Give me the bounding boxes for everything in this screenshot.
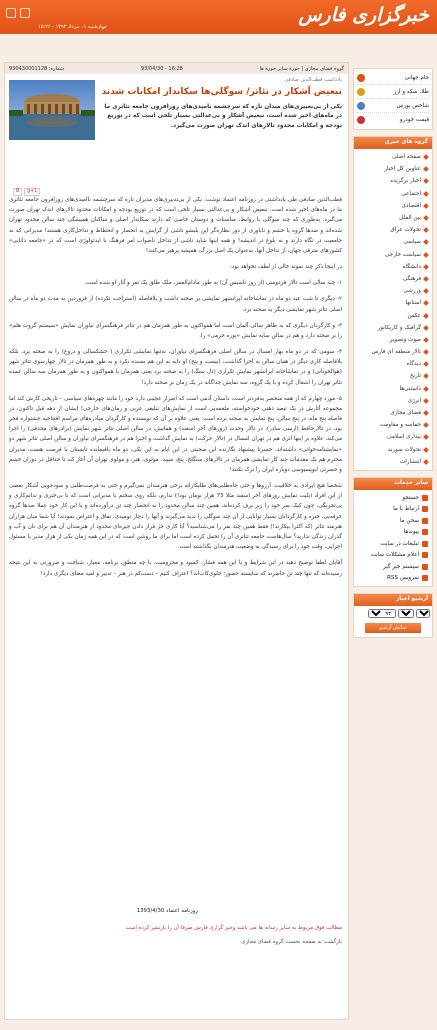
- sidebar-service-label: ارتباط با ما: [393, 506, 419, 513]
- paragraph: آقایان لطفا توضیح دهید در این شرایط و با این همه فشار، کمبود و محرومیت، با چه منطق، برنامه، معیار، شناخت و ضرورتی به این نتیجه رسیده‌اند که تنها چند تن حاضرند که شایسته حضور؛ جلوی‌کاب‌اند؟ اعتراف کنیم – دست‌کم در هنر – تدبیر و امید معنای دیگری دارد!: [9, 560, 342, 577]
- google-plus-button[interactable]: g+1: [24, 188, 40, 196]
- sidebar-service-item[interactable]: [358, 549, 428, 561]
- service-icon: [422, 495, 428, 501]
- bullet-icon: [423, 313, 429, 319]
- sidebar-service-label: اعلام مشکلات سایت: [370, 552, 419, 559]
- sidebar-news-label: دانشگاه: [402, 263, 421, 270]
- sidebar-news-label: بیداری اسلامی: [387, 434, 421, 441]
- archive-day-select[interactable]: [416, 609, 430, 618]
- bullet-icon: [423, 301, 429, 307]
- sidebar-news-item[interactable]: [358, 151, 428, 163]
- sidebar-service-item[interactable]: [358, 515, 428, 527]
- sidebar-news-item[interactable]: [358, 249, 428, 261]
- news-groups-list: [354, 149, 432, 470]
- bullet-icon: [423, 459, 429, 465]
- sidebar-news-item[interactable]: [358, 261, 428, 273]
- sidebar-news-item[interactable]: [358, 358, 428, 370]
- article-title: تبعیض آشکار در تئاتر/ سوگلی‌ها سکاندار امکانات شدند: [101, 87, 342, 97]
- publish-time: 16:28 - 93/04/30: [140, 65, 183, 72]
- sidebar-service-item[interactable]: [358, 526, 428, 538]
- paragraph: ۴- سومی که در دو ماه بهار امسال در سالن اصلی فرهنگسرای نیاوران، نه‌تنها نمایشی تکراری ( خشکسالی و دروغ) را به صحنه برد، بلکه بلافاصله کاری دیگر در همان سالن به اجرا گذاشت، (بیست و پنج) او دایه به این هم بسنده نکرد و به طور همزمان در تالار چهارسوی تئاتر شهر (هوالخوبانی) و در تماشاخانه ایرانشهر نمایش تکراری (دل سنگ) را به صحنه برد یعنی همزمان با همواکنون و به طور همزمان سه سالن عمده تئاتر تهران را اشغال کرده و با یک گروه، سه نمایش جداگانه در یک زمان بر صحنه دارد!: [9, 349, 342, 386]
- service-icon: [422, 552, 428, 558]
- quick-link-bourse[interactable]: شاخص بورس: [357, 99, 429, 113]
- rss-icon[interactable]: [6, 8, 16, 18]
- bullet-icon: [423, 349, 429, 355]
- republish-note: مطالب فوق مربوط به سایر رسانه ها می باشد وخبر گزاری فارس صرفا آن را بازنشر کرده است: [125, 925, 342, 931]
- quick-link-gold[interactable]: طلا، سکه و ارز: [357, 85, 429, 99]
- paragraph: ۲- دیگری تا شب عید دو ماه در تماشاخانه ایرانشهر نمایشی بر صحنه داشت و بلافاصله (استراحت نکرده) از فروردین به مدت دو ماه در سالن اصلی تئاتر شهر نمایشی دیگر به صحنه برد.: [9, 296, 342, 313]
- sidebar-news-label: سیاست خارجی: [384, 251, 421, 258]
- quick-link-world-cup[interactable]: جام جهانی: [357, 71, 429, 85]
- coin-icon: [357, 88, 365, 96]
- share-count: 0: [13, 188, 22, 196]
- sidebar-news-item[interactable]: [358, 334, 428, 346]
- site-header: [0, 0, 437, 34]
- bullet-icon: [423, 166, 429, 172]
- sidebar-news-item[interactable]: [358, 370, 428, 382]
- sidebar-news-item[interactable]: [358, 273, 428, 285]
- article-body: [9, 195, 342, 585]
- car-icon: [357, 116, 365, 124]
- chart-icon: [357, 102, 365, 110]
- quick-links: [353, 68, 433, 130]
- bullet-icon: [423, 325, 429, 331]
- sidebar-news-label: اقتصادی: [401, 202, 421, 209]
- sidebar-news-label: اجتماعی: [401, 190, 421, 197]
- article-summary: یکی از بی‌تعییری‌های میدان تازه که سرچشمه نامیدی‌های روزافزون جامعه تئاتری ما در ماه‌های اخیر شده است، تبعیض آشکار و بی‌عدالتی بسیار تلخی است که در توزیع بودجه و امکانات محدود تالارهای اندک تهران صورت می‌گیرد.: [104, 104, 342, 129]
- sidebar-service-label: سخن ما: [399, 517, 419, 524]
- sidebar-service-label: جستجو: [402, 494, 419, 501]
- archive-year-select[interactable]: [368, 609, 396, 618]
- sidebar-news-item[interactable]: [358, 407, 428, 419]
- paragraph: شخصا هیچ ایرادی به خلاقیت، آرزوها و حتی جاه‌طلبی‌های طلبکارانه برخی هنرمندان نمی‌گیرم و حتی به فرصت‌طلبی و سودجویی آشکار بعضی از این افراد (بلیت نمایش روزهای آخر اسفند مثلا 75 هزار تومان بود!) ندارم، بلکه روی سخنم با مدیرانی است که با بی‌خبری و ندانم‌کاری و بی‌تجربگی، چون کبک سر خود را زیر برف کرده‌اند، همین چند سالن محدود را به انحصار چند تن درآورده‌اند و با این کار خود عملا صدها گروه حرفه‌یی، خبره و کارگردانان بسیار توانایی از آن چند سوگلی را ندید می‌گیرند و آنها را دچار نومیدی، نفاق و اعتراض نمودند! آیا شما میان هزاران هنرمند تئاتر (که اکثرا بیکارند!) فقط همین چند نفر را می‌شناسید؟ آیا کاری جز قرار دادن جیره‌ای محدود از هنرمندان آن هم برای نان و آب و گذران زندگی ندارید؟ سال‌هاست جامعه تئاتری آن را تحمل کرده است اما برای ما روشن است که در این همه زمان یکی از هزار مدیر یا مسئول اجرایی، وقت خود را برای رسیدگی به وضعیت هنرمندان نگذاشته است.: [9, 483, 342, 551]
- paragraph: قطب‌الدین صادقی طی یادداشتی در روزنامه اعتماد نوشت: یکی از بی‌تدبیری‌های مدیران تازه که سرچشمه ناامیدی‌های روزافزون جامعه تئاتری ما در ماه‌های اخیر شده است، تبعیض آشکار و بی‌عدالتی بسیار تلخی است که در توزیع بودجه و امکانات محدود تالارهای اندک تهران صورت می‌گیرد. به‌طوری که چند سوگلی با روابط، مناسبات و دوستان خاصی که دارند سکاندار اصلی و ساکنان همیشگی چند سالن محدود تهران شده‌اند و صدها گروه با خشم و ناباوری از دور نظاره‌گر این بلبشو ناشی از گرایش به انحصار و انحطاط و تداخل‌کاری هستند! مدیرانی که نه جامعیت در نگاه دارند و نه بلوغ در اندیشه! و همه اینها شاید ناشی از تداخل ناصواب امر فرهنگ با ایدئولوژی است که در «جامعه دانایی» کشورهای مترقی جهان، از تداخل آنها، به‌عنوان یک اصل بزرگ، همیشه پرهیز می‌کنند!: [9, 197, 342, 254]
- bullet-icon: [423, 422, 429, 428]
- sidebar-news-label: ورزشی: [403, 288, 421, 295]
- sidebar-news-label: صفحه اصلی: [392, 154, 421, 161]
- sidebar-news-item[interactable]: [358, 322, 428, 334]
- sidebar-news-item[interactable]: [358, 175, 428, 187]
- sidebar-service-item[interactable]: [358, 561, 428, 573]
- bullet-icon: [423, 337, 429, 343]
- news-groups-title: گروه های خبری: [354, 137, 432, 149]
- sidebar-news-label: حماسه و مقاومت: [379, 422, 421, 429]
- sidebar-news-label: دیدگاه: [406, 361, 421, 368]
- service-icon: [422, 506, 428, 512]
- bullet-icon: [423, 288, 429, 294]
- service-icon: [422, 564, 428, 570]
- sidebar-news-label: داستنی‌ها: [399, 385, 421, 392]
- back-link[interactable]: بازگشت به صفحه نخست گروه فضای مجازی: [241, 939, 342, 945]
- sidebar-news-label: عناوین کل اخبار: [384, 166, 421, 173]
- bullet-icon: [423, 203, 429, 209]
- sidebar-service-label: تبلیغات در سایت: [380, 540, 419, 547]
- breadcrumb[interactable]: گروه فضای مجازی | حوزه سایر حوزه ها: [259, 65, 344, 72]
- archive-selectors: [354, 606, 432, 621]
- sidebar-news-label: استانها: [405, 300, 421, 307]
- sidebar-news-label: انرژی: [407, 397, 421, 404]
- paragraph: ۱- چند سالی است تالار فردوسی (از روز تاسیس آن) به طور مادام‌العمر، ملک طلق یک نفر و آثار او شده است.: [84, 280, 342, 287]
- sidebar-news-item[interactable]: [358, 419, 428, 431]
- bullet-icon: [423, 435, 429, 441]
- sidebar-news-item[interactable]: [358, 163, 428, 175]
- archive-show-button[interactable]: نمایش آرشیو: [365, 623, 421, 633]
- sidebar-service-item[interactable]: [358, 572, 428, 584]
- sidebar-news-label: صوت وتصویر: [389, 336, 421, 343]
- bullet-icon: [423, 374, 429, 380]
- bullet-icon: [423, 154, 429, 160]
- trophy-icon: [357, 74, 365, 82]
- sidebar: [353, 68, 433, 644]
- article-kicker: یادداشت قطب‌الدین صادقی: [284, 77, 342, 83]
- home-icon[interactable]: [20, 8, 30, 18]
- service-icon: [422, 575, 428, 581]
- sidebar-news-label: بین الملل: [399, 215, 421, 222]
- sidebar-news-item[interactable]: [358, 212, 428, 224]
- article-photo: [9, 80, 95, 140]
- article-panel: [4, 62, 349, 1020]
- bullet-icon: [423, 410, 429, 416]
- bullet-icon: [423, 179, 429, 185]
- sidebar-news-item[interactable]: [358, 309, 428, 321]
- article-lead: [5, 74, 348, 196]
- sidebar-news-item[interactable]: [358, 431, 428, 443]
- sidebar-news-item[interactable]: [358, 346, 428, 358]
- sidebar-news-label: تالار منطقه ای فارس: [371, 349, 421, 356]
- service-icon: [422, 541, 428, 547]
- services-list: [354, 490, 432, 586]
- sidebar-news-label: فرهنگی: [402, 275, 421, 282]
- sidebar-service-item[interactable]: [358, 538, 428, 550]
- bullet-icon: [423, 227, 429, 233]
- bullet-icon: [423, 276, 429, 282]
- service-icon: [422, 529, 428, 535]
- sidebar-news-label: تاریخ: [409, 373, 421, 380]
- quick-link-car[interactable]: قیمت خودرو: [357, 113, 429, 127]
- header-icons: [6, 8, 30, 18]
- sidebar-news-item[interactable]: [358, 224, 428, 236]
- services-title: سایر خدمات: [354, 478, 432, 490]
- sidebar-news-item[interactable]: [358, 456, 428, 468]
- bullet-icon: [423, 264, 429, 270]
- sidebar-news-item[interactable]: [358, 395, 428, 407]
- archive: [353, 593, 433, 638]
- article-meta: [5, 63, 348, 74]
- sidebar-news-item[interactable]: [358, 444, 428, 456]
- bullet-icon: [423, 398, 429, 404]
- news-number: شماره: 930430001128: [9, 65, 65, 72]
- service-icon: [422, 518, 428, 524]
- sidebar-news-label: تحولات عراق: [390, 227, 421, 234]
- sidebar-news-item[interactable]: [358, 297, 428, 309]
- bullet-icon: [423, 386, 429, 392]
- bullet-icon: [423, 447, 429, 453]
- sidebar-service-item[interactable]: [358, 492, 428, 504]
- bullet-icon: [423, 361, 429, 367]
- bullet-icon: [423, 191, 429, 197]
- sidebar-news-label: گرافیک و کاریکاتور: [377, 324, 421, 331]
- bullet-icon: [423, 215, 429, 221]
- paragraph: در اینجا ذکر چند نمونه خالی از لطف نخواهد بود:: [229, 264, 342, 271]
- sidebar-service-label: پیوندها: [403, 529, 419, 536]
- sidebar-news-label: فضای مجازی: [390, 410, 421, 417]
- sidebar-news-label: عکس: [407, 312, 421, 319]
- bullet-icon: [423, 240, 429, 246]
- sidebar-news-item[interactable]: [358, 188, 428, 200]
- sidebar-news-label: انتشارات: [399, 458, 421, 465]
- source-line: روزنامه اعتماد 1393/4/30: [136, 908, 198, 914]
- sidebar-service-item[interactable]: [358, 503, 428, 515]
- sidebar-news-label: اخبار برگزیده: [390, 178, 421, 185]
- sidebar-news-item[interactable]: [358, 383, 428, 395]
- site-logo[interactable]: خبرگزاری فارس: [298, 4, 429, 26]
- sidebar-news-label: تحولات سوریه: [387, 446, 421, 453]
- sidebar-service-label: سیستم خبر گیر: [382, 563, 419, 570]
- news-groups: [353, 136, 433, 471]
- paragraph: ۵- مورد چهارم که از همه منحصر به‌فردتر است، داستان آدمی است که اصرار عجیبی دارد خود را مانند چهره‌های سیاسی – تاریخی کارش کند اما مجموعه آثارش در یک تبعید ذهنی خودخواسته، ملغمه‌یی است از نمایش‌های تبلیغی عربی و رمان‌های خارجی! ایشان از دهه قبل تاکنون، در فاصله پنج ماه، در پنج سالن، پنج نمایش به صحنه برده است: یعنی علاوه بر آن که نویسنده و کارگردان میادره‌های مراسم افتتاحیه جشنواره فجر بود، در تالارحافظ (ارسی سادر)، در تالار وحدت (زوزهای آخر اسفند) و همایش، در سالن اصلی تئاتر شهر نمایش (برادرهای محذفی) را اجرا می‌کند، علاوه بر اینها اثری هم در تهران امسال در (تالار حرکت) به نمایش گذاشت و اخیرا هم در فرهنگسرای نیاوران و سالن اصلی تئاتر شهر دو «نمایشنامه‌خوانی» داشته‌اند. حسرتا پیشنهاد نگارنده این صحبتی در این ایام به این یکی، دو ماه باقیمانده تابستان با فرصت هست، مدیران محترم هم یک مقدمات چند کار نمایشی همزمان در تالارهای سنگلج، پنج، سپید، مولوی، هنر، و مولوی تهران آن آغاز کند تا حداقل در دوران خشم و حسرتی ایوپسیوسی دوباره ایران را ترک نکنند!: [9, 395, 342, 473]
- bullet-icon: [423, 252, 429, 258]
- archive-month-select[interactable]: [398, 609, 414, 618]
- sidebar-service-label: سرویس RSS: [387, 575, 419, 582]
- paragraph: ۳- و کارگردان دیگری که به ظاهر سالی آلمان است اما همواکنون به طور همزمان هم در تئاتر فرهنگسرای نیاوران نمایش «سیستم گروت هلم» را بر صحنه دارد و هم در سالن سایه نمایش «بوزه جرمی» را.: [9, 322, 342, 339]
- archive-title: آرشیو اخبار: [354, 594, 432, 606]
- sidebar-news-item[interactable]: [358, 200, 428, 212]
- sidebar-news-item[interactable]: [358, 285, 428, 297]
- header-date: چهارشنبه ۰۱ مرداد ۱۳۹۳ - ۱۵:۲۶: [38, 24, 107, 30]
- services: [353, 477, 433, 587]
- sidebar-news-item[interactable]: [358, 236, 428, 248]
- sidebar-news-label: سیاسی: [403, 239, 421, 246]
